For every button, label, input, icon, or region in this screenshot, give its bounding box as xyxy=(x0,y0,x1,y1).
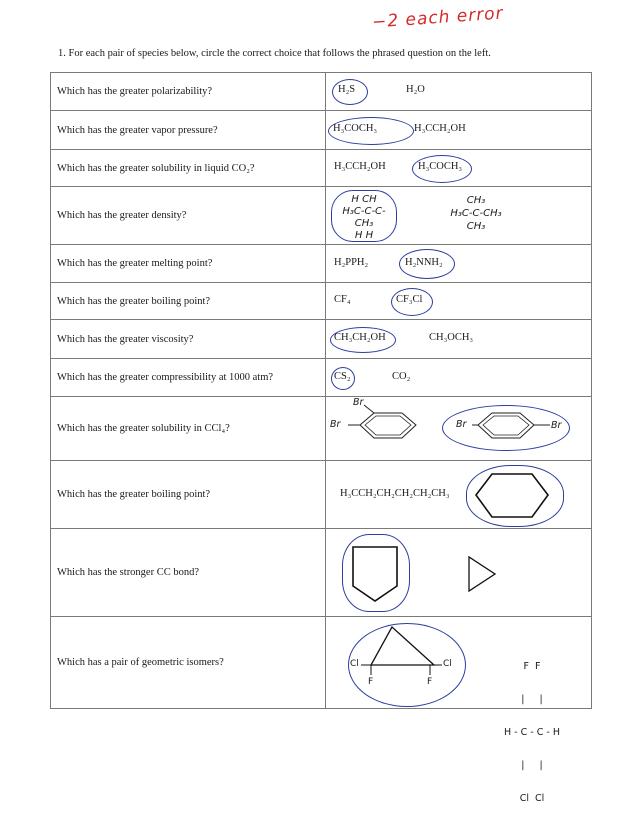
option-a[interactable]: H₃CCH₂OH xyxy=(334,161,386,172)
bond-ticks: | | xyxy=(521,694,543,705)
bond-ticks: | | xyxy=(521,760,543,771)
table-row xyxy=(51,73,592,111)
structure-line: CH₃ xyxy=(466,195,486,206)
answer-cell[interactable] xyxy=(326,320,592,359)
table-row xyxy=(51,359,592,397)
structure-line: H CH xyxy=(351,194,377,205)
answer-cell[interactable] xyxy=(326,111,592,150)
option-a[interactable]: H₂S xyxy=(338,84,356,95)
option-b[interactable]: CO₂ xyxy=(392,371,411,382)
answer-cell[interactable] xyxy=(326,73,592,111)
option-a[interactable]: H₃COCH₃ xyxy=(333,123,378,134)
structure-line: Cl Cl xyxy=(519,793,545,804)
table-row xyxy=(51,617,592,709)
option-a[interactable] xyxy=(334,194,394,242)
table-row xyxy=(51,245,592,283)
question-text: Which has the greater solubility in liquid CO₂? xyxy=(51,150,326,187)
table-row xyxy=(51,461,592,529)
substituent-label: F xyxy=(368,677,374,687)
option-a[interactable]: H₃CCH₂CH₂CH₂CH₂CH₃ xyxy=(340,488,450,499)
option-b[interactable] xyxy=(444,194,508,233)
option-a[interactable]: CF₄ xyxy=(334,294,351,305)
option-a[interactable]: CS₂ xyxy=(334,371,351,382)
structure-line: H H xyxy=(354,230,374,241)
question-text: Which has the greater polarizability? xyxy=(51,73,326,111)
table-row xyxy=(51,187,592,245)
option-a[interactable] xyxy=(326,617,476,709)
answer-cell[interactable] xyxy=(326,461,592,529)
option-a[interactable]: CH₃CH₂OH xyxy=(334,332,386,343)
option-b[interactable]: CF₃Cl xyxy=(396,294,423,305)
benzene-ring-icon xyxy=(326,397,436,461)
question-text: Which has the greater solubility in CCl₄? xyxy=(51,397,326,461)
question-text: Which has the greater density? xyxy=(51,187,326,245)
dichloro-difluoro-cyclopropane-icon xyxy=(326,617,476,709)
option-b[interactable] xyxy=(442,397,568,461)
question-table xyxy=(50,72,592,804)
option-b[interactable]: CH₃OCH₃ xyxy=(429,332,474,343)
question-text: Which has the greater vapor pressure? xyxy=(51,111,326,150)
option-b[interactable]: H₂NNH₂ xyxy=(405,257,443,268)
cyclohexane-icon[interactable] xyxy=(326,461,568,529)
substituent-label: F xyxy=(427,677,433,687)
table-row xyxy=(51,529,592,617)
cyclopropane-icon[interactable] xyxy=(326,529,568,617)
option-b[interactable]: H₃COCH₃ xyxy=(418,161,463,172)
table-row xyxy=(51,283,592,320)
grading-note: −2 each error xyxy=(371,3,505,33)
option-b[interactable]: H₃CCH₂OH xyxy=(414,123,466,134)
table-row xyxy=(51,111,592,150)
table-row xyxy=(51,397,592,461)
question-text: Which has the greater boiling point? xyxy=(51,461,326,529)
question-text: Which has the greater boiling point? xyxy=(51,283,326,320)
question-text: Which has the greater compressibility at 1000 atm? xyxy=(51,359,326,397)
table-row xyxy=(51,320,592,359)
option-b[interactable]: H₂O xyxy=(406,84,425,95)
question-text: Which has the stronger CC bond? xyxy=(51,529,326,617)
substituent-label: Br xyxy=(330,419,341,430)
answer-cell[interactable] xyxy=(326,397,592,461)
answer-cell[interactable] xyxy=(326,283,592,320)
substituent-label: Cl xyxy=(443,659,452,669)
instructions: 1. For each pair of species below, circle the correct choice that follows the phrased question on the left. xyxy=(58,48,491,59)
structure-line: CH₃ xyxy=(466,221,486,232)
answer-cell[interactable] xyxy=(326,187,592,245)
substituent-label: Br xyxy=(456,419,467,430)
question-text: Which has a pair of geometric isomers? xyxy=(51,617,326,709)
option-a[interactable] xyxy=(326,397,436,461)
substituent-label: Br xyxy=(353,397,364,408)
table-row xyxy=(51,150,592,187)
answer-cell[interactable] xyxy=(326,150,592,187)
answer-cell[interactable] xyxy=(326,617,592,804)
answer-cell[interactable] xyxy=(326,245,592,283)
structure-line: H₃C-C-C-CH₃ xyxy=(342,206,386,229)
answer-cell[interactable] xyxy=(326,529,592,617)
option-a[interactable]: H₂PPH₂ xyxy=(334,257,369,268)
question-text: Which has the greater viscosity? xyxy=(51,320,326,359)
substituent-label: Cl xyxy=(350,659,359,669)
structure-line: F F xyxy=(523,661,541,672)
option-b[interactable] xyxy=(496,639,568,826)
structure-line: H₃C-C-CH₃ xyxy=(450,208,502,219)
structure-line: H - C - C - H xyxy=(504,727,560,738)
question-text: Which has the greater melting point? xyxy=(51,245,326,283)
answer-cell[interactable] xyxy=(326,359,592,397)
substituent-label: Br xyxy=(551,420,562,431)
